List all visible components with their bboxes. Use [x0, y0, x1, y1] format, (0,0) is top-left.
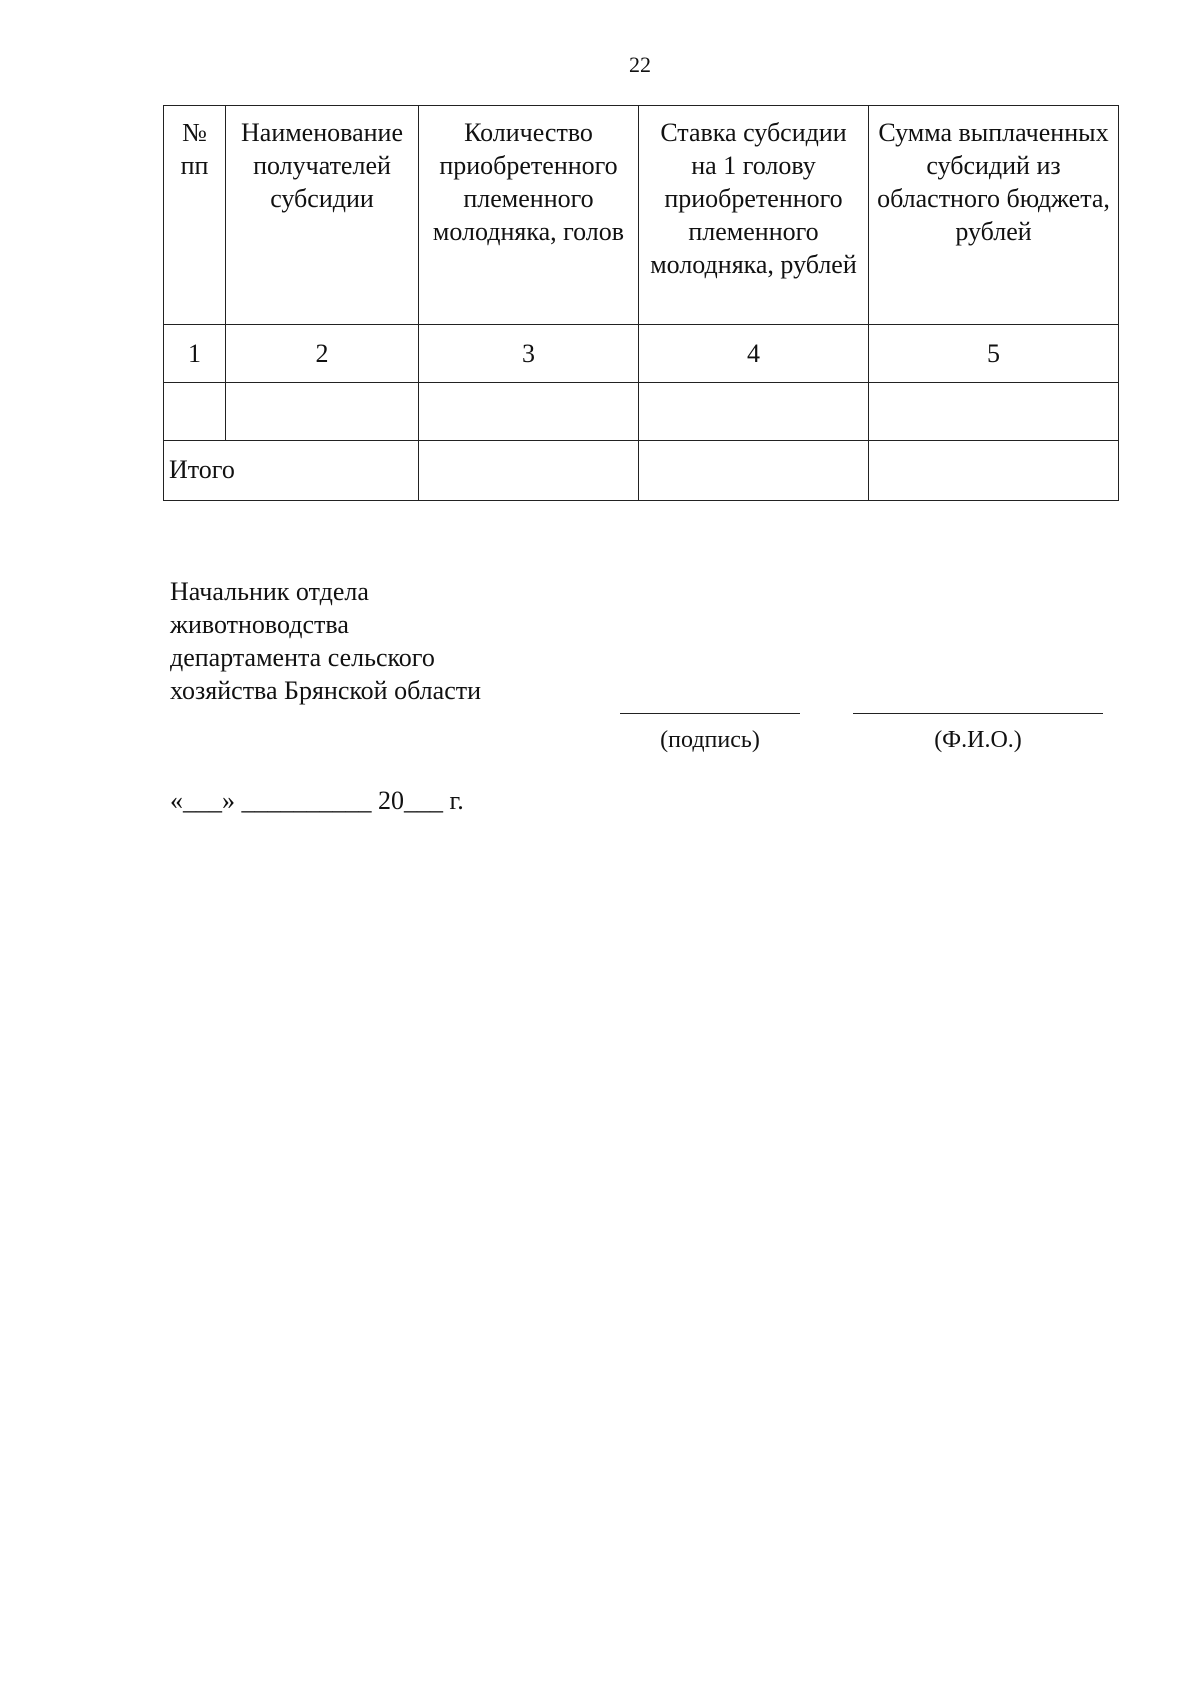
- table-cell-empty: [226, 383, 419, 441]
- column-number: 2: [226, 325, 419, 383]
- name-caption: (Ф.И.О.): [934, 727, 1022, 753]
- column-number-row: [164, 325, 1119, 383]
- column-number: 3: [419, 325, 639, 383]
- header-recipient-name: Наименование получателей субсидии: [226, 106, 419, 325]
- column-number: 1: [164, 325, 226, 383]
- signatory-title: [170, 575, 481, 707]
- signatory-title-line: Начальник отдела: [170, 577, 369, 606]
- table-cell-empty: [869, 383, 1119, 441]
- subsidy-table: [163, 105, 1119, 501]
- header-subsidy-rate: Ставка субсидии на 1 голову приобретенного племенного молодняка, рублей: [639, 106, 869, 325]
- total-cell-empty: [419, 441, 639, 501]
- table-header-row: [164, 106, 1119, 325]
- date-line: «___» __________ 20___ г.: [170, 786, 464, 815]
- table-cell-empty: [639, 383, 869, 441]
- name-blank-line: [853, 713, 1103, 714]
- signatory-title-line: хозяйства Брянской области: [170, 676, 482, 705]
- total-cell-empty: [639, 441, 869, 501]
- column-number: 4: [639, 325, 869, 383]
- table-cell-empty: [164, 383, 226, 441]
- table-cell-empty: [419, 383, 639, 441]
- header-subsidy-amount: Сумма выплаченных субсидий из областного бюджета, рублей: [869, 106, 1119, 325]
- total-row: [164, 441, 1119, 501]
- signature-blank-line: [620, 713, 800, 714]
- column-number: 5: [869, 325, 1119, 383]
- page-number: 22: [629, 52, 651, 77]
- table-row: [164, 383, 1119, 441]
- signatory-title-line: департамента сельского: [170, 643, 435, 672]
- total-cell-empty: [869, 441, 1119, 501]
- signatory-title-line: животноводства: [170, 610, 349, 639]
- header-number: № пп: [164, 106, 226, 325]
- header-livestock-count: Количество приобретенного племенного молодняка, голов: [419, 106, 639, 325]
- signature-caption: (подпись): [660, 727, 760, 753]
- total-label: Итого: [164, 441, 419, 501]
